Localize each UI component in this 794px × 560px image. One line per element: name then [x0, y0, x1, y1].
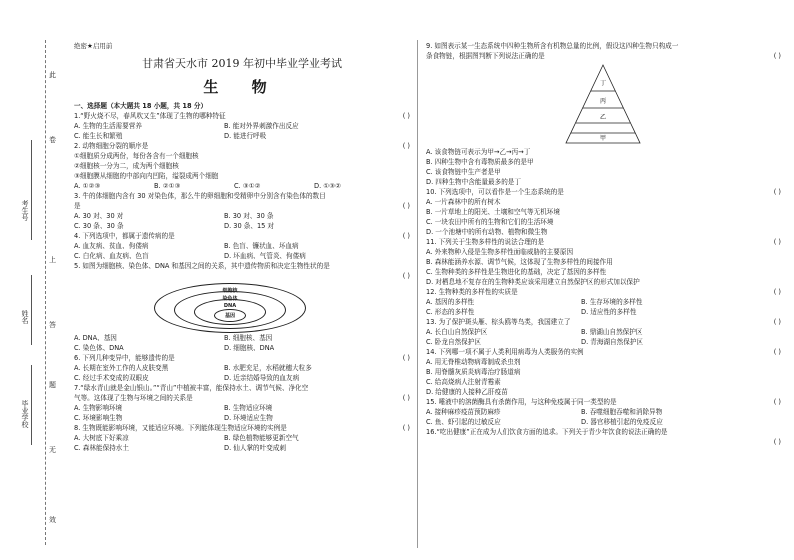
- question-stem: 8. 生物既能影响环境，又能适应环境。下列能体现生物适应环境的实例是: [74, 424, 287, 432]
- pyramid-label-jia: 甲: [599, 135, 607, 142]
- option-b: B. 森林能涵养水源、调节气候，这体现了生物多样性的间接作用: [426, 258, 613, 266]
- question-stem: 16.“吃出健康”正在成为人们饮食方面的追求。下列关于青少年饮食的说法正确的是: [426, 428, 668, 436]
- option-b: B. 用脊髓灰质炎病毒治疗肠道病: [426, 368, 521, 376]
- statement-1: ①细胞质分成两份，每份各含有一个细胞核: [74, 152, 199, 160]
- question-stem: 14. 下列哪一项不属于人类利用病毒为人类服务的实例: [426, 348, 584, 356]
- binding-dashed-line: [45, 40, 46, 545]
- option-a: A. 长期在室外工作的人皮肤变黑: [74, 364, 169, 372]
- pyramid-label-yi: 乙: [599, 114, 607, 121]
- question-14: [426, 347, 781, 397]
- margin-char: 卷: [49, 136, 56, 144]
- option-c: C. 经过手术变成的双眼皮: [74, 374, 149, 382]
- margin-char: 答: [49, 321, 56, 329]
- option-c: C. 卧龙自然保护区: [426, 338, 481, 346]
- question-stem: 7.“绿水青山就是金山银山。”“青山”中植被丰富，能保持水土、调节气候、净化空: [74, 384, 309, 392]
- option-b: B. 30 对、30 条: [224, 212, 274, 220]
- option-b: B. ②①③: [154, 182, 181, 190]
- answer-paren: ( ): [773, 52, 781, 60]
- pyramid-svg: [426, 61, 781, 147]
- margin-char: 题: [49, 381, 56, 389]
- option-a: A. 一片森林中的所有树木: [426, 198, 501, 206]
- column-divider: [417, 40, 418, 548]
- question-4: [74, 231, 410, 261]
- option-b: B. 色盲、镰状血、坏血病: [224, 242, 299, 250]
- option-b: B. 吞噬细胞吞噬和消除异物: [581, 408, 663, 416]
- energy-pyramid: [426, 61, 781, 147]
- question-12: [426, 287, 781, 317]
- option-b: B. 细胞核、基因: [224, 334, 273, 342]
- question-6: [74, 353, 410, 383]
- option-a: A. 30 对、30 对: [74, 212, 124, 220]
- question-stem: 9. 如图表示某一生态系统中四种生物所含有机物总量的比例，假设这四种生物只构成一: [426, 42, 679, 50]
- option-c: C. 能生长和繁殖: [74, 132, 123, 140]
- option-d: D. 坏血病、气管炎、佝偻病: [224, 252, 306, 260]
- option-d: D. 对栖息地不复存在的生物种类应该采用建立自然保护区的形式加以保护: [426, 278, 640, 286]
- question-stem: 5. 如图为细胞核、染色体、DNA 和基因之间的关系，其中遗传物质和决定生物性状的是: [74, 262, 330, 270]
- question-stem: 12. 生物种类的多样性的实质是: [426, 288, 518, 296]
- question-8: [74, 423, 410, 453]
- question-15: [426, 397, 781, 427]
- exam-number-label: 考生号: [21, 200, 29, 221]
- option-c: C. 给高烧病人注射青霉素: [426, 378, 501, 386]
- option-b: B. 能对外界刺激作出反应: [224, 122, 299, 130]
- question-9: [426, 41, 781, 187]
- option-c: C. 该食物链中生产者是甲: [426, 168, 501, 176]
- question-stem: 13. 为了保护斑头雁、棕头鸥等鸟类，我国建立了: [426, 318, 571, 326]
- ellipse-dna: DNA: [194, 299, 266, 325]
- option-c: C. 白化病、血友病、色盲: [74, 252, 149, 260]
- option-c: C. 形态的多样性: [426, 308, 475, 316]
- pyramid-label-bing: 丙: [599, 98, 607, 105]
- question-10: [426, 187, 781, 237]
- school-label: 毕业学校: [21, 400, 29, 428]
- option-d: D. 青海湖自然保护区: [581, 338, 644, 346]
- answer-paren: ( ): [402, 142, 410, 150]
- option-d: D. 器官移植引起的免疫反应: [581, 418, 663, 426]
- option-d: D. 近亲结婚导致的血友病: [224, 374, 300, 382]
- answer-paren: ( ): [402, 424, 410, 432]
- option-c: C. 染色体、DNA: [74, 344, 124, 352]
- option-a: A. ①②③: [74, 182, 101, 190]
- option-a: A. 接种麻疹疫苗预防麻疹: [426, 408, 501, 416]
- question-stem: 3. 牛的体细胞内含有 30 对染色体，那么牛的卵细胞和受精卵中分别含有染色体的数目: [74, 192, 326, 200]
- option-d: D. 30 条、15 对: [224, 222, 275, 230]
- answer-paren: ( ): [773, 438, 781, 446]
- option-c: C. 森林能保持水土: [74, 444, 129, 452]
- secret-mark: 绝密★启用前: [74, 42, 113, 50]
- name-line: [31, 275, 32, 345]
- question-stem: 6. 下列几种变异中，能够遗传的是: [74, 354, 175, 362]
- option-c: C. 一块农田中所有的生物和它们的生活环境: [426, 218, 554, 226]
- option-b: B. 一片草地上的阳光、土壤和空气等无机环境: [426, 208, 560, 216]
- question-stem-cont: 条食物链，根据图判断下列说法正确的是: [426, 52, 545, 60]
- question-7: [74, 383, 410, 423]
- option-a: A. 大树底下好乘凉: [74, 434, 129, 442]
- answer-paren: ( ): [773, 398, 781, 406]
- statement-3: ③细胞膜从细胞的中部向内凹陷，缢裂成两个细胞: [74, 172, 219, 180]
- ellipse-chromosome: 染色体: [174, 291, 286, 329]
- option-a: A. 生物影响环境: [74, 404, 123, 412]
- option-b: B. 鼎湖山自然保护区: [581, 328, 643, 336]
- option-a: A. 血友病、贫血、佝偻病: [74, 242, 149, 250]
- option-a: A. DNA、基因: [74, 334, 117, 342]
- option-d: D. 一个池塘中的所有动物、植物和微生物: [426, 228, 548, 236]
- answer-paren: ( ): [402, 354, 410, 362]
- option-a: A. 长白山自然保护区: [426, 328, 488, 336]
- statement-2: ②细胞核一分为二，成为两个细胞核: [74, 162, 179, 170]
- question-13: [426, 317, 781, 347]
- question-stem: 4. 下列选项中，都属于遗传病的是: [74, 232, 175, 240]
- answer-paren: ( ): [402, 272, 410, 280]
- margin-char: 此: [49, 71, 56, 79]
- answer-paren: ( ): [402, 112, 410, 120]
- answer-paren: ( ): [773, 348, 781, 356]
- option-d: D. 四种生物中含能量最多的是丁: [426, 178, 521, 186]
- question-stem: 15. 唾液中的溶菌酶具有杀菌作用，与这种免疫属于同一类型的是: [426, 398, 617, 406]
- answer-paren: ( ): [402, 394, 410, 402]
- margin-char: 上: [49, 256, 56, 264]
- option-c: C. ③①②: [234, 182, 261, 190]
- question-stem: 2. 动物细胞分裂的顺序是: [74, 142, 149, 150]
- option-a: A. 外来物种入侵是生物多样性面临威胁的主要原因: [426, 248, 574, 256]
- option-c: C. 30 条、30 条: [74, 222, 124, 230]
- option-d: D. 能进行呼吸: [224, 132, 267, 140]
- margin-char: 无: [49, 446, 56, 454]
- question-stem-cont: 气等。这体现了生物与环境之间的关系是: [74, 394, 193, 402]
- ellipse-gene: 基因: [214, 309, 246, 322]
- option-d: D. 环境适应生物: [224, 414, 273, 422]
- option-b: B. 生物适应环境: [224, 404, 273, 412]
- question-11: [426, 237, 781, 287]
- option-d: D. 给健康的人接种乙肝疫苗: [426, 388, 508, 396]
- right-column: [426, 41, 781, 447]
- question-stem: 10. 下列选项中，可以看作是一个生态系统的是: [426, 188, 564, 196]
- option-a: A. 生物的生活需要营养: [74, 122, 142, 130]
- answer-paren: ( ): [773, 288, 781, 296]
- pyramid-label-ding: 丁: [599, 80, 607, 87]
- question-stem-cont: 是: [74, 202, 81, 210]
- option-a: A. 用无脊椎动物病毒制成杀虫剂: [426, 358, 521, 366]
- question-2: [74, 141, 410, 191]
- option-c: C. 生物种类的多样性是生物进化的基础，决定了基因的多样性: [426, 268, 607, 276]
- question-3: [74, 191, 410, 231]
- option-b: B. 四种生物中含有毒物质最多的是甲: [426, 158, 534, 166]
- question-16: [426, 427, 781, 447]
- option-c: C. 鱼、虾引起的过敏反应: [426, 418, 501, 426]
- nucleus-diagram: [74, 281, 410, 333]
- exam-title: 甘肃省天水市 2019 年初中毕业学业考试: [142, 57, 342, 70]
- question-stem: 11. 下列关于生物多样性的说法合理的是: [426, 238, 545, 246]
- section-heading: 一、选择题（本大题共 18 小题，共 18 分）: [74, 102, 208, 110]
- option-d: D. 仙人掌的叶变成刺: [224, 444, 287, 452]
- answer-paren: ( ): [773, 188, 781, 196]
- margin-char: 效: [49, 516, 56, 524]
- option-b: B. 水肥充足，水稻就穗大粒多: [224, 364, 312, 372]
- answer-paren: ( ): [773, 318, 781, 326]
- option-c: C. 环境影响生物: [74, 414, 123, 422]
- option-a: A. 该食物链可表示为甲→乙→丙→丁: [426, 148, 531, 156]
- left-column: [74, 41, 410, 453]
- option-b: B. 绿色植物能够更新空气: [224, 434, 299, 442]
- question-5: [74, 261, 410, 353]
- option-d: D. 细胞核、DNA: [224, 344, 275, 352]
- subject-title: 生 物: [203, 78, 281, 96]
- option-d: D. ①③②: [314, 182, 342, 190]
- answer-paren: ( ): [402, 202, 410, 210]
- ellipse-nucleus: 细胞核: [154, 283, 306, 333]
- option-d: D. 适应性的多样性: [581, 308, 637, 316]
- question-1: [74, 111, 410, 141]
- name-label: 姓名: [21, 310, 29, 324]
- answer-paren: ( ): [773, 238, 781, 246]
- question-stem: 1.“野火烧不尽，春风吹又生”体现了生物的哪种特征: [74, 112, 226, 120]
- answer-paren: ( ): [402, 232, 410, 240]
- exam-number-line: [31, 140, 32, 240]
- option-b: B. 生存环境的多样性: [581, 298, 643, 306]
- school-line: [31, 365, 32, 445]
- option-a: A. 基因的多样性: [426, 298, 475, 306]
